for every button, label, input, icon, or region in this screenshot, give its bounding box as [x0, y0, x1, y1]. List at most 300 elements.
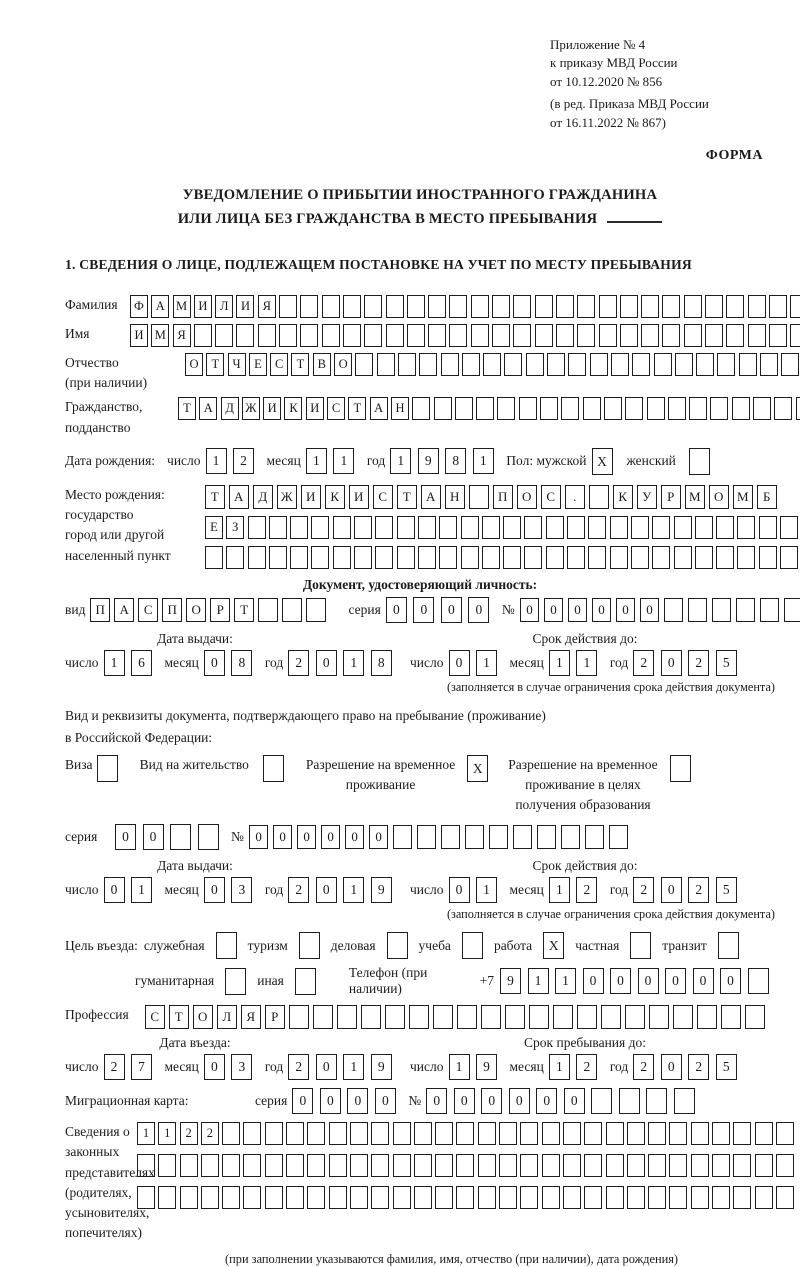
char-cell[interactable] — [243, 1186, 261, 1209]
doc-valid-year[interactable] — [633, 650, 743, 676]
char-cell[interactable] — [780, 516, 798, 539]
char-cell[interactable]: И — [130, 324, 148, 347]
char-cell[interactable] — [524, 546, 542, 569]
char-cell[interactable]: 0 — [720, 968, 741, 994]
sex-male-checkbox[interactable]: X — [592, 448, 613, 475]
char-cell[interactable] — [606, 1154, 624, 1177]
purpose-business-checkbox[interactable] — [387, 932, 408, 959]
char-cell[interactable] — [737, 516, 755, 539]
char-cell[interactable]: 0 — [610, 968, 631, 994]
char-cell[interactable]: О — [193, 1005, 213, 1029]
purpose-tourism-checkbox[interactable] — [299, 932, 320, 959]
char-cell[interactable]: С — [138, 598, 158, 622]
char-cell[interactable]: 0 — [204, 650, 225, 676]
char-cell[interactable] — [712, 598, 732, 622]
char-cell[interactable]: С — [541, 485, 561, 509]
char-cell[interactable] — [674, 516, 692, 539]
char-cell[interactable] — [398, 353, 416, 376]
char-cell[interactable] — [537, 825, 557, 849]
char-cell[interactable] — [414, 1154, 432, 1177]
char-cell[interactable] — [780, 546, 798, 569]
char-cell[interactable]: 0 — [583, 968, 604, 994]
char-cell[interactable]: 2 — [688, 1054, 709, 1080]
char-cell[interactable]: 0 — [204, 1054, 225, 1080]
representatives-row2[interactable] — [137, 1154, 797, 1177]
char-cell[interactable] — [631, 516, 649, 539]
char-cell[interactable]: Л — [215, 295, 233, 318]
char-cell[interactable] — [248, 546, 266, 569]
char-cell[interactable] — [483, 353, 501, 376]
char-cell[interactable] — [469, 485, 489, 509]
char-cell[interactable] — [684, 324, 702, 347]
char-cell[interactable]: А — [199, 397, 217, 420]
char-cell[interactable] — [269, 516, 287, 539]
char-cell[interactable] — [478, 1186, 496, 1209]
char-cell[interactable]: 0 — [454, 1088, 475, 1114]
char-cell[interactable]: А — [114, 598, 134, 622]
purpose-study-checkbox[interactable] — [462, 932, 483, 959]
char-cell[interactable] — [355, 353, 373, 376]
char-cell[interactable] — [279, 295, 297, 318]
char-cell[interactable]: З — [226, 516, 244, 539]
char-cell[interactable] — [428, 295, 446, 318]
char-cell[interactable] — [654, 353, 672, 376]
birth-day-field[interactable] — [206, 448, 261, 474]
char-cell[interactable] — [705, 324, 723, 347]
char-cell[interactable] — [350, 1186, 368, 1209]
char-cell[interactable] — [748, 324, 766, 347]
char-cell[interactable] — [588, 546, 606, 569]
char-cell[interactable] — [418, 516, 436, 539]
char-cell[interactable]: 0 — [638, 968, 659, 994]
edu-permit-checkbox[interactable] — [670, 755, 691, 782]
birth-place-row1[interactable] — [205, 485, 800, 509]
char-cell[interactable] — [329, 1154, 347, 1177]
char-cell[interactable] — [441, 825, 461, 849]
char-cell[interactable] — [289, 1005, 309, 1029]
char-cell[interactable]: 3 — [231, 1054, 252, 1080]
char-cell[interactable]: 0 — [316, 1054, 337, 1080]
char-cell[interactable] — [688, 598, 708, 622]
char-cell[interactable] — [269, 546, 287, 569]
char-cell[interactable]: 2 — [288, 650, 309, 676]
given-name-field[interactable] — [130, 324, 800, 347]
patronymic-field[interactable] — [185, 353, 800, 376]
char-cell[interactable]: 7 — [131, 1054, 152, 1080]
char-cell[interactable]: 1 — [549, 1054, 570, 1080]
char-cell[interactable] — [696, 353, 714, 376]
char-cell[interactable] — [546, 516, 564, 539]
char-cell[interactable] — [648, 1122, 666, 1145]
char-cell[interactable] — [290, 516, 308, 539]
char-cell[interactable]: 9 — [500, 968, 521, 994]
char-cell[interactable] — [726, 295, 744, 318]
char-cell[interactable]: 0 — [115, 824, 136, 850]
char-cell[interactable] — [435, 1186, 453, 1209]
char-cell[interactable] — [606, 1186, 624, 1209]
birth-year-field[interactable] — [390, 448, 500, 474]
char-cell[interactable] — [535, 295, 553, 318]
char-cell[interactable] — [705, 295, 723, 318]
char-cell[interactable] — [248, 516, 266, 539]
char-cell[interactable] — [563, 1154, 581, 1177]
char-cell[interactable] — [499, 1122, 517, 1145]
char-cell[interactable] — [492, 324, 510, 347]
char-cell[interactable] — [350, 1122, 368, 1145]
char-cell[interactable] — [286, 1154, 304, 1177]
char-cell[interactable] — [669, 1186, 687, 1209]
purpose-private-checkbox[interactable] — [630, 932, 651, 959]
char-cell[interactable] — [471, 324, 489, 347]
char-cell[interactable] — [333, 546, 351, 569]
char-cell[interactable] — [609, 825, 629, 849]
char-cell[interactable] — [503, 546, 521, 569]
citizenship-field[interactable] — [178, 397, 800, 420]
char-cell[interactable] — [243, 1122, 261, 1145]
char-cell[interactable]: С — [145, 1005, 165, 1029]
char-cell[interactable] — [774, 397, 792, 420]
char-cell[interactable] — [627, 1122, 645, 1145]
char-cell[interactable] — [646, 1088, 667, 1114]
char-cell[interactable] — [412, 397, 430, 420]
char-cell[interactable]: А — [421, 485, 441, 509]
char-cell[interactable]: Т — [169, 1005, 189, 1029]
char-cell[interactable] — [226, 546, 244, 569]
char-cell[interactable] — [784, 598, 800, 622]
char-cell[interactable] — [604, 397, 622, 420]
permit-valid-day[interactable] — [449, 877, 504, 903]
char-cell[interactable]: 0 — [297, 825, 317, 849]
char-cell[interactable] — [198, 824, 219, 850]
char-cell[interactable] — [547, 353, 565, 376]
char-cell[interactable]: 0 — [616, 598, 636, 622]
char-cell[interactable] — [524, 516, 542, 539]
char-cell[interactable] — [790, 295, 800, 318]
char-cell[interactable] — [662, 324, 680, 347]
char-cell[interactable] — [354, 516, 372, 539]
char-cell[interactable]: 0 — [273, 825, 293, 849]
sex-female-checkbox[interactable] — [689, 448, 710, 475]
char-cell[interactable] — [606, 1122, 624, 1145]
char-cell[interactable]: 5 — [716, 1054, 737, 1080]
char-cell[interactable]: 2 — [576, 1054, 597, 1080]
char-cell[interactable]: 0 — [316, 877, 337, 903]
char-cell[interactable]: 0 — [520, 598, 540, 622]
char-cell[interactable]: 1 — [343, 650, 364, 676]
birth-month-field[interactable] — [306, 448, 361, 474]
char-cell[interactable] — [520, 1122, 538, 1145]
char-cell[interactable]: Д — [253, 485, 273, 509]
char-cell[interactable] — [417, 825, 437, 849]
char-cell[interactable] — [561, 825, 581, 849]
char-cell[interactable] — [441, 353, 459, 376]
stay-day[interactable] — [449, 1054, 504, 1080]
char-cell[interactable]: У — [637, 485, 657, 509]
char-cell[interactable] — [364, 324, 382, 347]
char-cell[interactable] — [371, 1154, 389, 1177]
char-cell[interactable] — [333, 516, 351, 539]
char-cell[interactable] — [759, 546, 777, 569]
char-cell[interactable]: П — [493, 485, 513, 509]
char-cell[interactable]: 0 — [509, 1088, 530, 1114]
char-cell[interactable] — [158, 1186, 176, 1209]
char-cell[interactable] — [739, 353, 757, 376]
char-cell[interactable] — [632, 353, 650, 376]
char-cell[interactable] — [668, 397, 686, 420]
char-cell[interactable] — [322, 295, 340, 318]
char-cell[interactable]: 1 — [449, 1054, 470, 1080]
char-cell[interactable]: Я — [241, 1005, 261, 1029]
char-cell[interactable] — [610, 516, 628, 539]
char-cell[interactable]: М — [173, 295, 191, 318]
char-cell[interactable] — [222, 1154, 240, 1177]
char-cell[interactable] — [599, 295, 617, 318]
char-cell[interactable] — [364, 295, 382, 318]
char-cell[interactable] — [736, 598, 756, 622]
char-cell[interactable] — [481, 1005, 501, 1029]
char-cell[interactable] — [769, 295, 787, 318]
char-cell[interactable] — [542, 1122, 560, 1145]
char-cell[interactable] — [689, 397, 707, 420]
char-cell[interactable] — [306, 598, 326, 622]
char-cell[interactable] — [577, 1005, 597, 1029]
char-cell[interactable]: 8 — [445, 448, 466, 474]
char-cell[interactable]: 0 — [449, 877, 470, 903]
char-cell[interactable] — [556, 324, 574, 347]
char-cell[interactable] — [542, 1186, 560, 1209]
purpose-other-checkbox[interactable] — [295, 968, 316, 995]
char-cell[interactable] — [790, 324, 800, 347]
char-cell[interactable] — [492, 295, 510, 318]
char-cell[interactable] — [307, 1186, 325, 1209]
char-cell[interactable] — [377, 353, 395, 376]
char-cell[interactable] — [137, 1154, 155, 1177]
char-cell[interactable] — [733, 1122, 751, 1145]
char-cell[interactable] — [265, 1122, 283, 1145]
char-cell[interactable]: 2 — [233, 448, 254, 474]
char-cell[interactable] — [439, 516, 457, 539]
char-cell[interactable]: Н — [391, 397, 409, 420]
char-cell[interactable]: 0 — [693, 968, 714, 994]
representatives-row3[interactable] — [137, 1186, 797, 1209]
entry-month[interactable] — [204, 1054, 259, 1080]
char-cell[interactable]: О — [334, 353, 352, 376]
char-cell[interactable] — [290, 546, 308, 569]
char-cell[interactable]: 9 — [476, 1054, 497, 1080]
char-cell[interactable]: Б — [757, 485, 777, 509]
char-cell[interactable]: 8 — [231, 650, 252, 676]
char-cell[interactable] — [748, 295, 766, 318]
char-cell[interactable]: 0 — [204, 877, 225, 903]
char-cell[interactable] — [343, 324, 361, 347]
char-cell[interactable]: 1 — [158, 1122, 176, 1145]
char-cell[interactable]: 1 — [549, 650, 570, 676]
char-cell[interactable] — [776, 1122, 794, 1145]
char-cell[interactable]: Ж — [242, 397, 260, 420]
char-cell[interactable] — [279, 324, 297, 347]
char-cell[interactable] — [194, 324, 212, 347]
char-cell[interactable] — [776, 1154, 794, 1177]
char-cell[interactable] — [435, 1154, 453, 1177]
doc-valid-day[interactable] — [449, 650, 504, 676]
char-cell[interactable] — [745, 1005, 765, 1029]
char-cell[interactable] — [712, 1122, 730, 1145]
char-cell[interactable]: 1 — [549, 877, 570, 903]
char-cell[interactable]: 2 — [688, 877, 709, 903]
char-cell[interactable]: А — [229, 485, 249, 509]
char-cell[interactable] — [471, 295, 489, 318]
char-cell[interactable] — [519, 397, 537, 420]
char-cell[interactable] — [542, 1154, 560, 1177]
char-cell[interactable]: 0 — [292, 1088, 313, 1114]
char-cell[interactable] — [393, 825, 413, 849]
char-cell[interactable] — [433, 1005, 453, 1029]
char-cell[interactable] — [755, 1186, 773, 1209]
char-cell[interactable]: 0 — [468, 597, 489, 623]
char-cell[interactable] — [409, 1005, 429, 1029]
char-cell[interactable]: М — [685, 485, 705, 509]
char-cell[interactable]: 5 — [716, 877, 737, 903]
char-cell[interactable] — [461, 546, 479, 569]
char-cell[interactable] — [300, 295, 318, 318]
char-cell[interactable] — [462, 353, 480, 376]
char-cell[interactable]: 5 — [716, 650, 737, 676]
char-cell[interactable] — [503, 516, 521, 539]
char-cell[interactable] — [585, 825, 605, 849]
char-cell[interactable] — [584, 1122, 602, 1145]
entry-day[interactable] — [104, 1054, 159, 1080]
char-cell[interactable]: С — [270, 353, 288, 376]
surname-field[interactable] — [130, 295, 800, 318]
char-cell[interactable] — [428, 324, 446, 347]
char-cell[interactable] — [449, 295, 467, 318]
char-cell[interactable] — [726, 324, 744, 347]
char-cell[interactable] — [590, 353, 608, 376]
doc-issue-year[interactable] — [288, 650, 398, 676]
phone-field[interactable] — [500, 968, 775, 994]
char-cell[interactable]: 1 — [473, 448, 494, 474]
char-cell[interactable] — [675, 353, 693, 376]
char-cell[interactable] — [647, 397, 665, 420]
char-cell[interactable] — [371, 1122, 389, 1145]
doc-number-field[interactable] — [520, 598, 800, 622]
char-cell[interactable] — [476, 397, 494, 420]
char-cell[interactable] — [684, 295, 702, 318]
char-cell[interactable] — [478, 1154, 496, 1177]
char-cell[interactable]: 9 — [371, 1054, 392, 1080]
char-cell[interactable] — [418, 546, 436, 569]
char-cell[interactable] — [222, 1186, 240, 1209]
char-cell[interactable] — [513, 324, 531, 347]
char-cell[interactable] — [599, 324, 617, 347]
char-cell[interactable] — [180, 1154, 198, 1177]
purpose-humanitarian-checkbox[interactable] — [225, 968, 246, 995]
char-cell[interactable] — [546, 546, 564, 569]
char-cell[interactable] — [760, 598, 780, 622]
char-cell[interactable]: Р — [661, 485, 681, 509]
char-cell[interactable] — [710, 397, 728, 420]
char-cell[interactable]: С — [373, 485, 393, 509]
char-cell[interactable]: И — [349, 485, 369, 509]
char-cell[interactable]: 0 — [481, 1088, 502, 1114]
char-cell[interactable] — [748, 968, 769, 994]
char-cell[interactable]: 0 — [104, 877, 125, 903]
char-cell[interactable]: М — [151, 324, 169, 347]
char-cell[interactable] — [619, 1088, 640, 1114]
char-cell[interactable] — [652, 546, 670, 569]
char-cell[interactable]: 1 — [104, 650, 125, 676]
char-cell[interactable]: Ч — [228, 353, 246, 376]
char-cell[interactable]: 2 — [688, 650, 709, 676]
char-cell[interactable]: Н — [445, 485, 465, 509]
char-cell[interactable]: 1 — [131, 877, 152, 903]
char-cell[interactable]: . — [565, 485, 585, 509]
char-cell[interactable]: 0 — [640, 598, 660, 622]
permit-number-field[interactable] — [249, 825, 633, 849]
char-cell[interactable] — [733, 1154, 751, 1177]
char-cell[interactable]: К — [325, 485, 345, 509]
char-cell[interactable] — [716, 546, 734, 569]
char-cell[interactable]: 0 — [665, 968, 686, 994]
doc-issue-day[interactable] — [104, 650, 159, 676]
char-cell[interactable]: Е — [205, 516, 223, 539]
char-cell[interactable]: 0 — [413, 597, 434, 623]
purpose-official-checkbox[interactable] — [216, 932, 237, 959]
char-cell[interactable]: 0 — [369, 825, 389, 849]
char-cell[interactable] — [712, 1186, 730, 1209]
char-cell[interactable] — [465, 825, 485, 849]
char-cell[interactable]: 2 — [633, 877, 654, 903]
char-cell[interactable] — [329, 1122, 347, 1145]
char-cell[interactable] — [434, 397, 452, 420]
char-cell[interactable] — [631, 546, 649, 569]
permit-valid-year[interactable] — [633, 877, 743, 903]
char-cell[interactable] — [329, 1186, 347, 1209]
char-cell[interactable] — [669, 1154, 687, 1177]
char-cell[interactable] — [361, 1005, 381, 1029]
char-cell[interactable] — [513, 825, 533, 849]
char-cell[interactable] — [286, 1186, 304, 1209]
permit-issue-day[interactable] — [104, 877, 159, 903]
purpose-work-checkbox[interactable]: X — [543, 932, 564, 959]
char-cell[interactable] — [371, 1186, 389, 1209]
char-cell[interactable]: Т — [178, 397, 196, 420]
char-cell[interactable]: 1 — [476, 650, 497, 676]
char-cell[interactable] — [567, 546, 585, 569]
char-cell[interactable] — [457, 1005, 477, 1029]
char-cell[interactable] — [513, 295, 531, 318]
doc-type-field[interactable] — [90, 598, 330, 622]
char-cell[interactable]: 0 — [386, 597, 407, 623]
char-cell[interactable] — [397, 546, 415, 569]
char-cell[interactable] — [414, 1186, 432, 1209]
char-cell[interactable]: П — [162, 598, 182, 622]
char-cell[interactable] — [717, 353, 735, 376]
char-cell[interactable]: 0 — [321, 825, 341, 849]
char-cell[interactable] — [201, 1186, 219, 1209]
char-cell[interactable]: 0 — [441, 597, 462, 623]
char-cell[interactable] — [386, 295, 404, 318]
char-cell[interactable] — [504, 353, 522, 376]
char-cell[interactable] — [482, 516, 500, 539]
char-cell[interactable]: 6 — [131, 650, 152, 676]
char-cell[interactable]: В — [313, 353, 331, 376]
char-cell[interactable] — [393, 1154, 411, 1177]
char-cell[interactable]: 1 — [343, 1054, 364, 1080]
char-cell[interactable] — [620, 295, 638, 318]
char-cell[interactable]: 1 — [528, 968, 549, 994]
char-cell[interactable] — [611, 353, 629, 376]
